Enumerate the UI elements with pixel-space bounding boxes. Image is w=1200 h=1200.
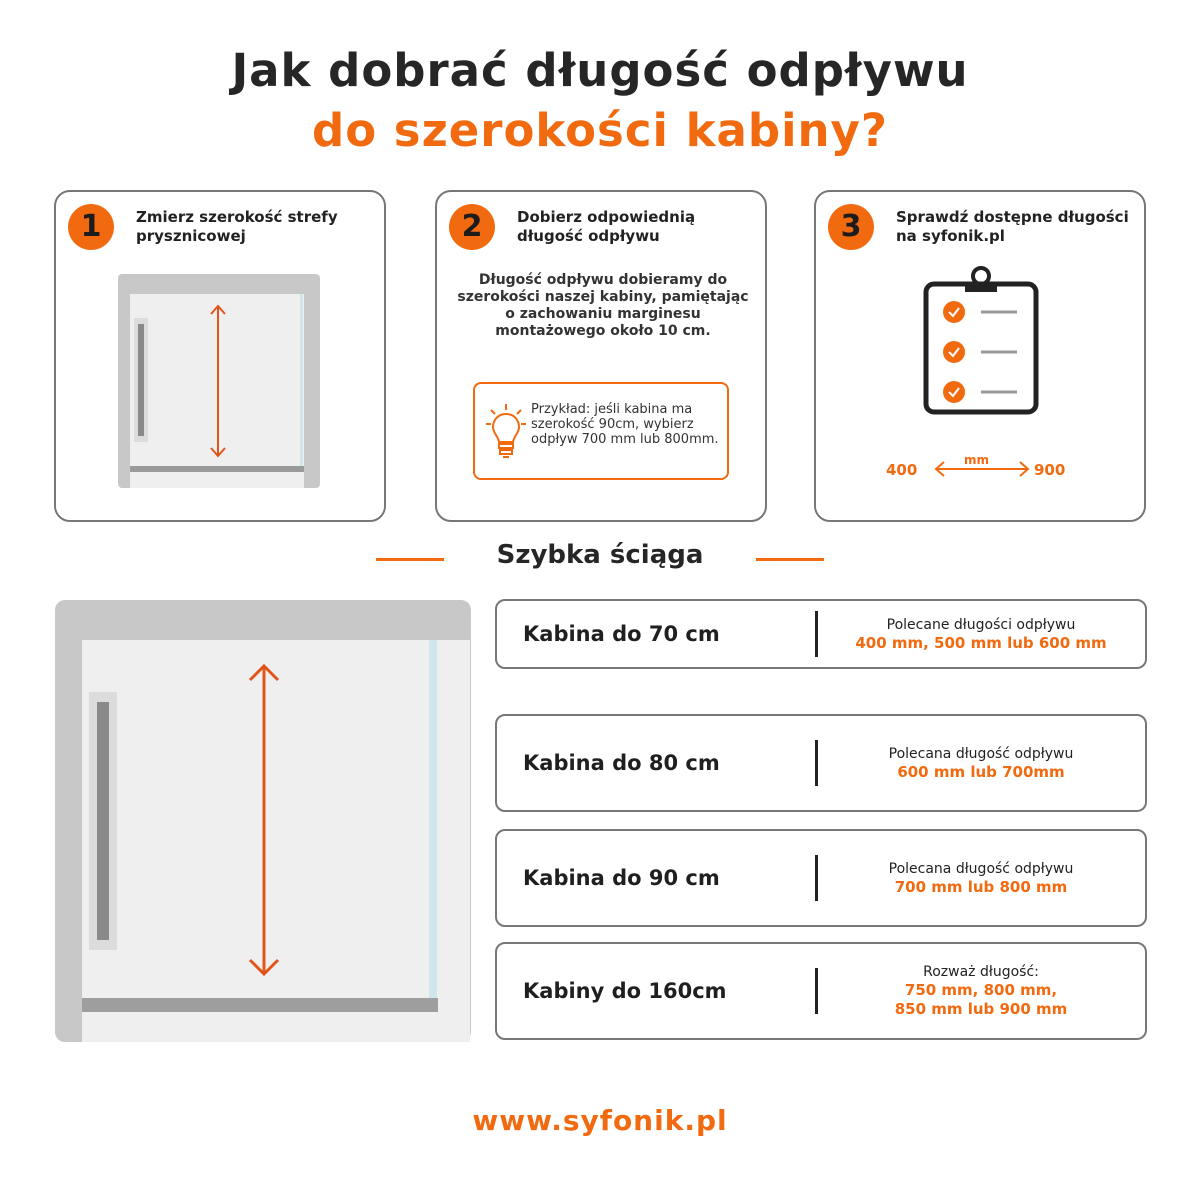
step-card-2 [435, 190, 767, 522]
step-card-3 [814, 190, 1146, 522]
step-description-2: Długość odpływu dobieramy do szerokości naszej kabiny, pamiętając o zachowaniu marginesu montażowego około 10 cm. [457, 272, 749, 339]
cheatsheet-row-70 [495, 599, 1147, 669]
shower-door-icon [118, 274, 322, 490]
footer-website-link[interactable]: www.syfonik.pl [472, 1104, 728, 1137]
row-separator [815, 611, 818, 657]
row-separator [815, 968, 818, 1014]
shower-door-large-icon [55, 600, 471, 1044]
row-value: 700 mm lub 800 mm [894, 877, 1068, 896]
row-heading: Polecana długość odpływu [888, 860, 1074, 877]
row-separator [815, 855, 818, 901]
row-label: Kabina do 70 cm [523, 622, 720, 646]
cheatsheet-row-160 [495, 942, 1147, 1040]
range-unit: mm [964, 453, 990, 467]
lightbulb-icon [485, 402, 527, 460]
row-label: Kabina do 90 cm [523, 866, 720, 890]
row-heading: Polecane długości odpływu [886, 616, 1076, 633]
page-title: Jak dobrać długość odpływu [231, 44, 969, 97]
row-heading: Polecana długość odpływu [888, 745, 1074, 762]
step-title-1: Zmierz szerokość strefy prysznicowej [136, 208, 338, 245]
step-number-2: 2 [449, 204, 495, 250]
page-subtitle: do szerokości kabiny? [312, 104, 888, 157]
example-text: Przykład: jeśli kabina ma szerokość 90cm, wybierz odpływ 700 mm lub 800mm. [531, 402, 719, 447]
cheatsheet-row-90 [495, 829, 1147, 927]
row-value: 600 mm lub 700mm [897, 762, 1065, 781]
step-number-3: 3 [828, 204, 874, 250]
section-title: Szybka ściąga [496, 540, 704, 570]
checklist-clipboard-icon [921, 264, 1041, 416]
range-max: 900 [1034, 461, 1066, 479]
row-label: Kabina do 80 cm [523, 751, 720, 775]
range-min: 400 [886, 461, 918, 479]
section-divider-right [756, 558, 824, 561]
row-separator [815, 740, 818, 786]
example-box [473, 382, 729, 480]
step-card-1 [54, 190, 386, 522]
row-value: 850 mm lub 900 mm [894, 1000, 1068, 1018]
row-heading: Rozważ długość: [923, 964, 1039, 980]
cheatsheet-row-80 [495, 714, 1147, 812]
step-number-1: 1 [68, 204, 114, 250]
step-title-2: Dobierz odpowiednią długość odpływu [517, 208, 696, 245]
row-value: 750 mm, 800 mm, [904, 981, 1058, 999]
row-value: 400 mm, 500 mm lub 600 mm [855, 633, 1107, 652]
step-title-3: Sprawdź dostępne długości na syfonik.pl [896, 208, 1129, 245]
double-arrow-icon [932, 460, 1032, 478]
row-label: Kabiny do 160cm [523, 979, 727, 1003]
